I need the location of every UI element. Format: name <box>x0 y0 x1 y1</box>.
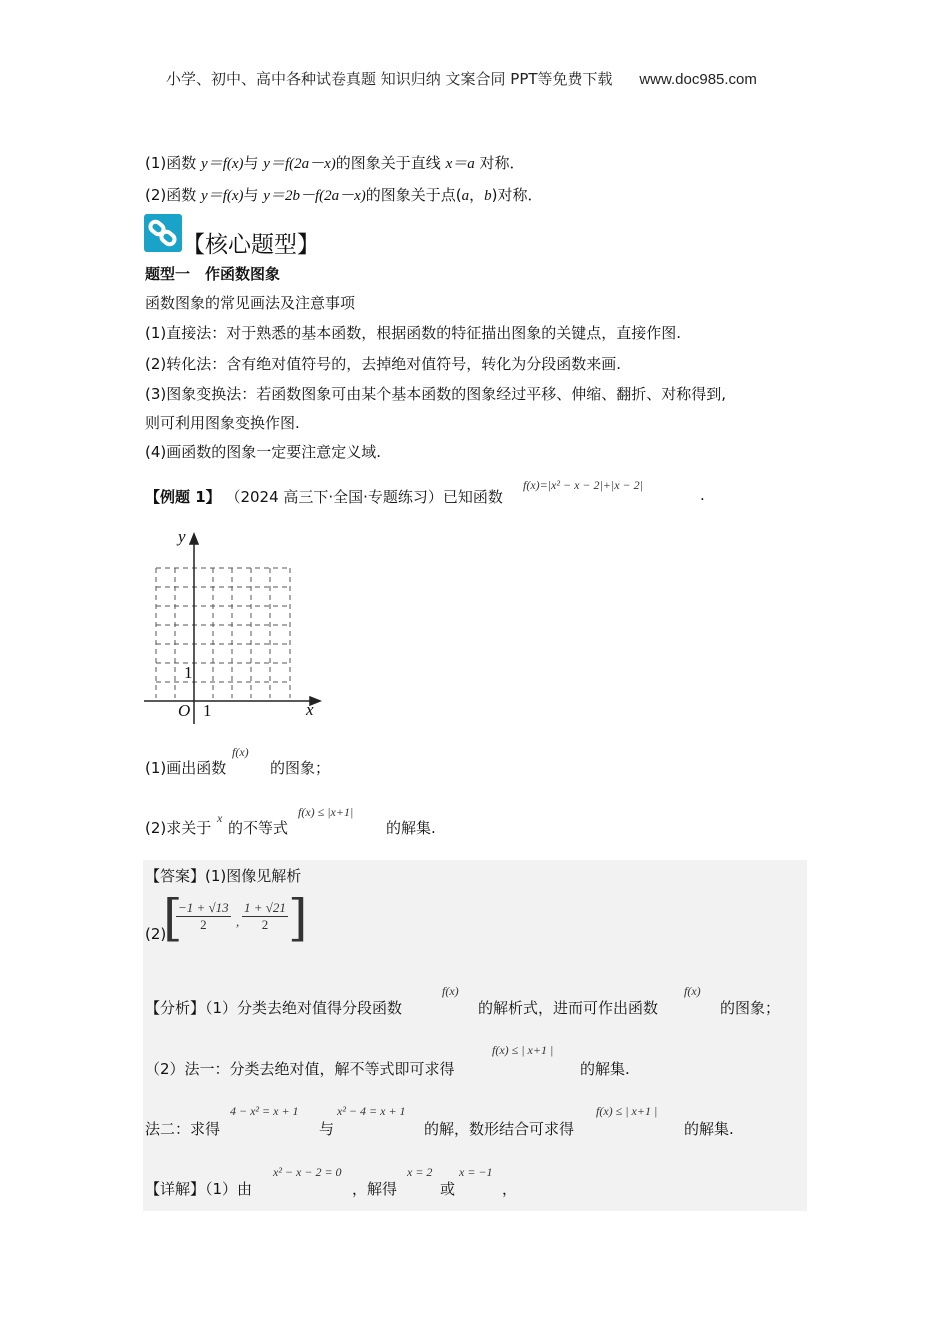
an3-mid: 的解，数形结合可求得 <box>424 1120 575 1138</box>
an1-mid: 的解析式，进而可作出函数 <box>478 999 659 1017</box>
d1-post: ， <box>502 1180 518 1198</box>
equation: y＝f(2a－x) <box>263 156 336 172</box>
answer-2-prefix: (2) <box>145 925 167 943</box>
d1-eq: x² − x − 2 = 0 <box>273 1165 342 1179</box>
x-axis-label: x <box>306 700 314 719</box>
example-label: 【例题 1】 <box>145 488 221 506</box>
detail-line-1 <box>145 1178 252 1199</box>
text: ， <box>469 186 485 204</box>
equation: x＝a <box>445 156 475 172</box>
an1-formula-2: f(x) <box>684 984 701 998</box>
analysis-line-1 <box>145 997 402 1018</box>
an2-post: 的解集. <box>580 1060 630 1078</box>
section-title: 【核心题型】 <box>182 232 320 258</box>
q1-post: 的图象； <box>270 759 331 777</box>
text: 与 <box>243 186 264 204</box>
text: 与 <box>243 154 264 172</box>
coordinate-grid <box>144 528 324 726</box>
an3-with: 与 <box>319 1120 335 1138</box>
an1-post: 的图象； <box>720 999 781 1017</box>
q2-mid: 的不等式 <box>228 819 289 837</box>
example-source: （2024 高三下·全国·专题练习）已知函数 <box>225 488 503 506</box>
q1-formula: f(x) <box>232 745 249 759</box>
equation: b <box>484 188 492 204</box>
header-url[interactable]: www.doc985.com <box>639 71 757 88</box>
numerator: 1 + √21 <box>244 900 286 915</box>
analysis-line-2 <box>145 1058 455 1079</box>
y-axis-label: y <box>178 527 186 546</box>
question-2 <box>145 817 211 838</box>
method-item: 则可利用图象变换作图. <box>145 414 300 432</box>
answer-interval-lower <box>176 900 231 933</box>
text: 的图象关于直线 <box>335 154 446 172</box>
example-formula: f(x)=|x² − x − 2|+|x − 2| <box>523 478 643 492</box>
method-item: (2)转化法：含有绝对值符号的，去掉绝对值符号，转化为分段函数来画. <box>145 355 622 373</box>
d1-eq2: x = 2 <box>407 1165 433 1179</box>
link-icon <box>144 214 182 252</box>
interval-comma: , <box>236 914 240 929</box>
example-end: . <box>700 486 705 504</box>
equation: y＝2b－f(2a－x) <box>263 188 366 204</box>
detail-label: 【详解】 <box>145 1180 206 1198</box>
origin-label: O <box>178 701 191 720</box>
an1-formula: f(x) <box>442 984 459 998</box>
text: (1)函数 <box>145 154 202 172</box>
an3-post: 的解集. <box>684 1120 734 1138</box>
q2-var: x <box>217 811 223 825</box>
answer-label: 【答案】 <box>145 867 206 885</box>
denominator: 2 <box>261 917 269 932</box>
text: 法二：求得 <box>145 1120 221 1138</box>
text: (2)求关于 <box>145 819 212 837</box>
analysis-line-3 <box>145 1118 220 1139</box>
analysis-label: 【分析】 <box>145 999 206 1017</box>
question-1 <box>145 757 226 778</box>
method-item: (4)画函数的图象一定要注意定义域. <box>145 443 382 461</box>
equation: y＝f(x) <box>201 188 244 204</box>
equation: a <box>461 188 470 204</box>
text: 的图象关于点( <box>365 186 462 204</box>
text: （1）分类去绝对值得分段函数 <box>205 999 403 1017</box>
y-tick-label: 1 <box>184 663 193 682</box>
header-text: 小学、初中、高中各种试卷真题 知识归纳 文案合同 PPT等免费下载 <box>166 70 613 88</box>
answer-line-1 <box>145 865 301 886</box>
text: （1）由 <box>205 1180 253 1198</box>
right-bracket-icon: ] <box>288 889 308 947</box>
d1-eq3: x = −1 <box>459 1165 493 1179</box>
text: (1)画出函数 <box>145 759 227 777</box>
intro-line-2 <box>145 184 543 205</box>
answer-interval-upper <box>242 900 288 933</box>
equation: y＝f(x) <box>201 156 244 172</box>
x-tick-label: 1 <box>203 701 212 720</box>
answer-1: (1)图像见解析 <box>205 867 302 885</box>
method-item: (3)图象变换法：若函数图象可由某个基本函数的图象经过平移、伸缩、翻折、对称得到, <box>145 385 727 403</box>
type-heading: 题型一 作函数图象 <box>145 265 281 283</box>
an3-formula: f(x) ≤ | x+1 | <box>596 1104 658 1118</box>
type-subheading: 函数图象的常见画法及注意事项 <box>145 294 356 312</box>
q2-post: 的解集. <box>386 819 436 837</box>
text: )对称． <box>491 186 543 204</box>
an3-eq2: x² − 4 = x + 1 <box>337 1104 406 1118</box>
q2-formula: f(x) ≤ |x+1| <box>298 805 354 819</box>
method-item: (1)直接法：对于熟悉的基本函数，根据函数的特征描出图象的关键点，直接作图. <box>145 324 682 342</box>
left-bracket-icon: [ <box>163 889 183 947</box>
numerator: −1 + √13 <box>178 900 229 915</box>
page-header <box>166 68 757 89</box>
text: 对称． <box>474 154 525 172</box>
intro-line-1 <box>145 152 525 173</box>
text: （2）法一：分类去绝对值，解不等式即可求得 <box>145 1060 455 1078</box>
an2-formula: f(x) ≤ | x+1 | <box>492 1043 554 1057</box>
example-line <box>145 486 503 507</box>
d1-or: 或 <box>440 1180 456 1198</box>
denominator: 2 <box>200 917 207 932</box>
d1-mid: ，解得 <box>352 1180 398 1198</box>
text: (2)函数 <box>145 186 202 204</box>
an3-eq1: 4 − x² = x + 1 <box>230 1104 299 1118</box>
